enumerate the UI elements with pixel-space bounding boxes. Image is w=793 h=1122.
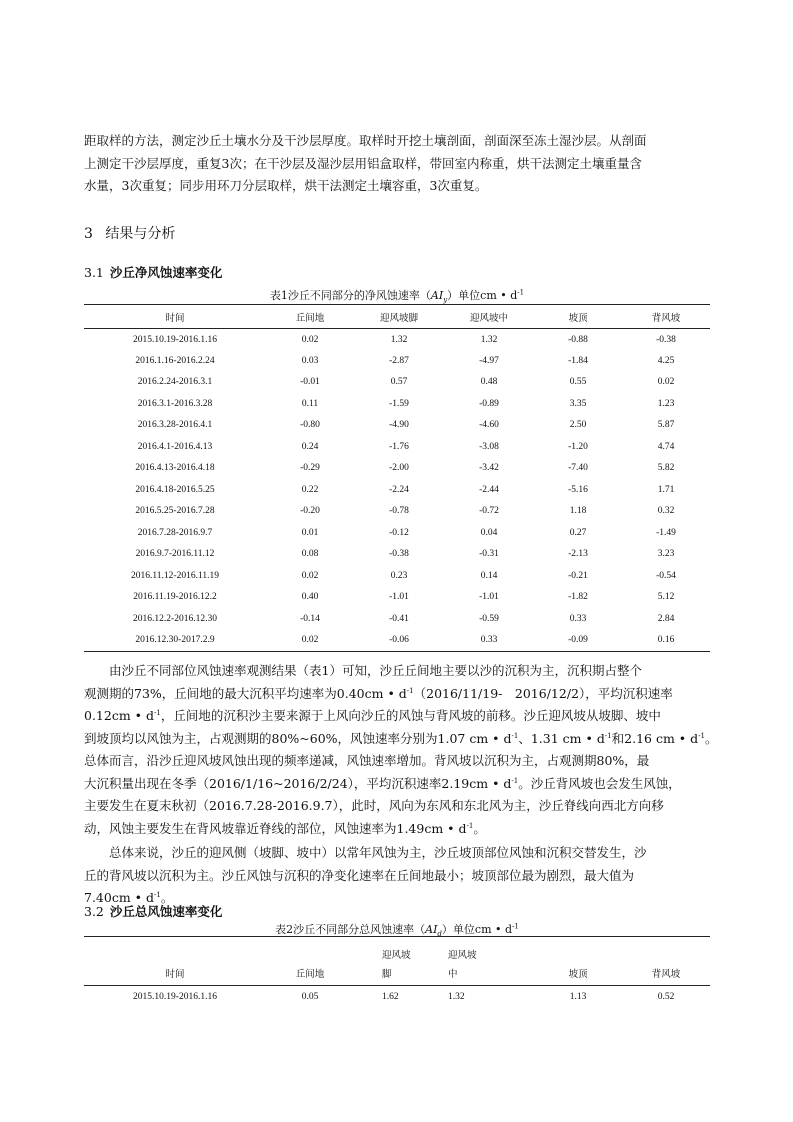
section-3-2-heading [84,902,222,920]
table-cell-time: 2015.10.19-2016.1.16 [133,334,217,345]
table-1-row [84,630,710,652]
table-2-caption [84,921,710,937]
table-cell-value: -0.06 [354,630,444,652]
para2-line-6-b: 。沙丘背风坡也会发生风蚀， [518,775,681,791]
table-cell-value: -0.78 [389,506,409,517]
table-cell-time: 2016.5.25-2016.7.28 [135,506,215,517]
para2-line-1: 由沙丘不同部位风蚀速率观测结果（表1）可知，沙丘丘间地主要以沙的沉积为主，沉积期占整个 [109,663,642,678]
table-2-caption-sub: d [437,930,442,939]
table-cell-value: -1.82 [568,592,588,603]
table-1-row [84,479,710,501]
table-cell-value: -1.49 [656,527,676,538]
table-cell-value: 5.82 [657,463,675,474]
para2-line-4-b: 、1.31 cm • d [518,730,605,746]
table-1-row [84,372,710,394]
table-2 [84,936,710,1009]
table-1-body [84,329,710,652]
table-cell-value: 0.08 [301,549,319,560]
table-cell-time: 2016.12.2-2016.12.30 [133,613,217,624]
table-cell-value: -0.31 [479,549,499,560]
table-cell-value: 0.48 [480,377,498,388]
table-1-caption-sub: y [443,296,448,305]
table-cell-value: -3.42 [479,463,499,474]
table-cell-value: -1.76 [389,441,409,452]
para2-line-6-a: 大沉积量出现在冬季（2016/1/16~2016/2/24），平均沉积速率2.19cm • d [84,775,512,791]
table-1-row [84,522,710,544]
table-1-row [84,415,710,437]
para2-line-8 [84,818,710,841]
table-cell-value: -0.54 [656,570,676,581]
para2-line-2-text: 观测期的73%，丘间地的最大沉积平均速率为0.40cm • d [84,685,407,701]
table-1-row [84,544,710,566]
table-2-header-top-cell: 迎风坡 [354,937,444,962]
table-cell-value: -2.13 [568,549,588,560]
table-2-caption-var: AI [425,923,438,936]
table-cell-value: 0.32 [657,506,675,517]
para2-line-4-a: 到坡顶均以风蚀为主，占观测期的80%~60%，风蚀速率分别为1.07 cm • d [84,730,512,746]
table-cell-value: -2.87 [389,355,409,366]
para3-line-3-b: 。 [160,890,174,905]
para3-line-3-sup: -1 [154,890,161,899]
table-1-caption-suffix: ）单位cm • d [447,289,518,302]
table-cell-value: 0.05 [301,992,319,1003]
table-cell-value: -1.84 [568,355,588,366]
para2-line-6 [84,773,710,796]
para2-line-2-tail: （2016/11/19- 2016/12/2），平均沉积速率 [413,685,673,701]
table-cell-value: 5.12 [657,592,675,603]
table-cell-value: 4.25 [657,355,675,366]
table-cell-value: 0.40 [301,592,319,603]
table-1-caption-sup: -1 [517,288,525,297]
table-cell-value: 3.23 [657,549,675,560]
table-2-header-row-bottom [84,961,710,985]
table-cell-time: 2015.10.19-2016.1.16 [133,992,217,1003]
table-cell-value: -0.20 [300,506,320,517]
table-1-header-cell: 背风坡 [622,305,710,329]
table-cell-value: -0.01 [300,377,320,388]
table-cell-value: -4.97 [479,355,499,366]
para2-line-3-b: ，丘间地的沉积沙主要来源于上风向沙丘的风蚀与背风坡的前移。沙丘迎风坡从坡脚、坡中 [160,708,661,723]
section-3-number: 3 [84,226,93,242]
table-1-row [84,393,710,415]
table-2-header-bottom-cell: 坡顶 [534,961,622,985]
table-cell-time: 2016.3.1-2016.3.28 [137,398,213,409]
table-cell-value: 3.35 [569,398,587,409]
table-cell-value: 0.02 [301,570,319,581]
table-cell-value: -1.01 [389,592,409,603]
intro-paragraph [84,130,710,198]
table-cell-value: -0.59 [479,613,499,624]
table-cell-value: -0.12 [389,527,409,538]
table-1-caption-var: AI [430,289,444,302]
table-1-header-cell: 丘间地 [266,305,354,329]
table-cell-value: -2.24 [389,484,409,495]
paragraph-2 [84,660,718,840]
para2-line-4-sup1: -1 [511,731,519,740]
table-2-header-top-cell [266,937,354,962]
table-2-header-bottom-cell: 丘间地 [266,961,354,985]
para3-line-1: 总体来说，沙丘的迎风侧（坡脚、坡中）以常年风蚀为主，沙丘坡顶部位风蚀和沉积交替发生，沙 [109,845,647,860]
section-3-2-title: 沙丘总风蚀速率变化 [109,904,223,919]
table-cell-time: 2016.7.28-2016.9.7 [137,527,213,538]
table-2-body [84,985,710,1009]
table-cell-value: -4.90 [389,420,409,431]
table-2-header-bottom-cell: 中 [444,961,534,985]
table-cell-time: 2016.1.16-2016.2.24 [135,355,215,366]
table-2-header-bottom-cell: 背风坡 [622,961,710,985]
para2-line-8-a: 动，风蚀主要发生在背风坡靠近脊线的部位，风蚀速率为1.49cm • d [84,820,467,836]
table-cell-value: -0.38 [389,549,409,560]
table-cell-value: -1.01 [479,592,499,603]
table-2-header-top-cell [622,937,710,962]
table-cell-value: -0.89 [479,398,499,409]
para2-line-3 [84,705,710,728]
table-cell-value: 1.23 [657,398,675,409]
table-cell-value: 0.24 [301,441,319,452]
table-2-header-bottom-cell: 脚 [354,961,444,985]
table-1-row [84,608,710,630]
para2-line-4-sup2: -1 [604,731,612,740]
table-cell-value: 0.23 [390,570,408,581]
table-1-caption [84,287,710,303]
para2-line-4-d: 。 [704,730,718,746]
table-cell-time: 2016.9.7-2016.11.12 [135,549,215,560]
para3-line-2: 丘的背风坡以沉积为主。沙丘风蚀与沉积的净变化速率在丘间地最小；坡顶部位最为剧烈，最大值为 [84,867,635,883]
table-1-row [84,501,710,523]
intro-line-3: 水量，3次重复；同步用环刀分层取样，烘干法测定土壤容重，3次重复。 [84,178,488,193]
intro-line-1: 距取样的方法，测定沙丘土壤水分及干沙层厚度。取样时开挖土壤剖面，剖面深至冻土湿沙层。从剖面 [84,133,647,148]
table-1-row [84,436,710,458]
table-cell-value: 0.27 [569,527,587,538]
table-1-header-cell: 迎风坡脚 [354,305,444,329]
section-3-heading [84,223,175,243]
para2-line-3-sup: -1 [154,708,161,717]
table-cell-time: 2016.2.24-2016.3.1 [137,377,213,388]
table-2-header-top-cell [534,937,622,962]
table-cell-value: 0.02 [301,334,319,345]
table-cell-value: -0.41 [389,613,409,624]
table-cell-value: 0.03 [301,355,319,366]
table-cell-time: 2016.3.28-2016.4.1 [137,420,213,431]
table-1-header-cell: 迎风坡中 [444,305,534,329]
paragraph-3 [84,842,710,910]
table-1 [84,304,710,652]
table-cell-value: -0.38 [656,334,676,345]
table-cell-value: 4.74 [657,441,675,452]
table-cell-time: 2016.4.1-2016.4.13 [137,441,213,452]
table-2-row [84,985,710,1009]
table-2-header-top-cell [84,937,266,962]
table-1-row [84,587,710,609]
table-cell-value: 0.01 [301,527,319,538]
table-cell-value: 1.32 [448,992,465,1003]
table-cell-value: 2.50 [569,420,587,431]
section-3-1-heading [84,263,222,281]
table-cell-value: -0.21 [568,570,588,581]
para2-line-4 [84,728,718,751]
table-cell-value: 1.13 [569,992,587,1003]
table-cell-value: 0.02 [657,377,675,388]
para2-line-5: 总体而言，沿沙丘迎风坡风蚀出现的频率递减，风蚀速率增加。背风坡以沉积为主，占观测期80%，最 [84,753,650,768]
para2-line-8-b: 。 [473,820,486,836]
section-3-2-number: 3.2 [84,904,104,919]
table-cell-value: -1.59 [389,398,409,409]
table-cell-value: -5.16 [568,484,588,495]
table-cell-value: -0.29 [300,463,320,474]
table-cell-value: 0.22 [301,484,319,495]
para2-line-4-c: 和2.16 cm • d [611,730,699,746]
table-cell-value: 0.33 [569,613,587,624]
para2-line-7: 主要发生在夏末秋初（2016.7.28-2016.9.7），此时，风向为东风和东北风为主，沙丘脊线向西北方向移 [84,798,664,813]
table-cell-time: 2016.11.19-2016.12.2 [133,592,217,603]
table-cell-value: 1.32 [480,334,498,345]
section-3-1-title: 沙丘净风蚀速率变化 [109,265,223,280]
table-cell-value: -0.14 [300,613,320,624]
table-cell-value: 0.52 [657,992,675,1003]
table-cell-value: 1.71 [657,484,675,495]
table-cell-value: 0.11 [301,398,319,409]
table-2-caption-prefix: 表2沙丘不同部分总风蚀速率（ [275,923,426,936]
table-cell-value: 1.62 [382,992,399,1003]
table-cell-value: 0.55 [569,377,587,388]
table-1-header-row [84,305,710,329]
table-cell-value: -0.72 [479,506,499,517]
table-cell-value: 0.57 [390,377,408,388]
table-cell-value: 0.16 [622,630,710,652]
section-3-1-number: 3.1 [84,265,104,280]
table-1-row [84,565,710,587]
para2-line-8-sup: -1 [466,821,474,830]
table-cell-value: -1.20 [568,441,588,452]
table-cell-time: 2016.4.18-2016.5.25 [135,484,215,495]
table-cell-value: -0.80 [300,420,320,431]
section-3-title: 结果与分析 [105,226,176,242]
table-cell-value: 0.04 [480,527,498,538]
table-cell-time: 2016.12.30-2017.2.9 [84,630,266,652]
table-cell-value: 5.87 [657,420,675,431]
table-cell-value: 0.14 [480,570,498,581]
table-cell-value: -2.44 [479,484,499,495]
table-2-caption-suffix: ）单位cm • d [441,923,513,936]
table-1-row [84,329,710,351]
table-cell-value: -3.08 [479,441,499,452]
table-cell-value: 0.02 [266,630,354,652]
table-2-header-bottom-cell: 时间 [84,961,266,985]
intro-line-2: 上测定干沙层厚度，重复3次；在干沙层及湿沙层用铝盒取样，带回室内称重，烘干法测定土壤重量含 [84,155,642,171]
table-cell-value: -7.40 [568,463,588,474]
table-cell-value: 0.33 [444,630,534,652]
table-cell-value: -2.00 [389,463,409,474]
table-1-row [84,350,710,372]
para2-line-3-a: 0.12cm • d [84,708,155,723]
table-cell-value: -0.09 [534,630,622,652]
table-2-header-row-top [84,937,710,962]
para2-line-6-sup: -1 [511,776,519,785]
table-1-header-cell: 时间 [84,305,266,329]
table-cell-value: -0.88 [568,334,588,345]
para2-line-2 [84,683,710,706]
para3-line-3-a: 7.40cm • d [84,890,155,905]
table-cell-time: 2016.4.13-2016.4.18 [135,463,215,474]
table-cell-value: 1.32 [390,334,408,345]
table-2-header-top-cell: 迎风坡 [444,937,534,962]
table-1-header-cell: 坡顶 [534,305,622,329]
para2-line-4-sup3: -1 [698,731,705,740]
table-cell-value: 1.18 [569,506,587,517]
table-cell-time: 2016.11.12-2016.11.19 [131,570,219,581]
table-1-caption-prefix: 表1沙丘不同部分的净风蚀速率（ [269,289,431,302]
table-1-row [84,458,710,480]
table-2-caption-sup: -1 [512,922,519,931]
para2-line-2-sup: -1 [406,686,414,695]
table-cell-value: 2.84 [657,613,675,624]
table-cell-value: -4.60 [479,420,499,431]
